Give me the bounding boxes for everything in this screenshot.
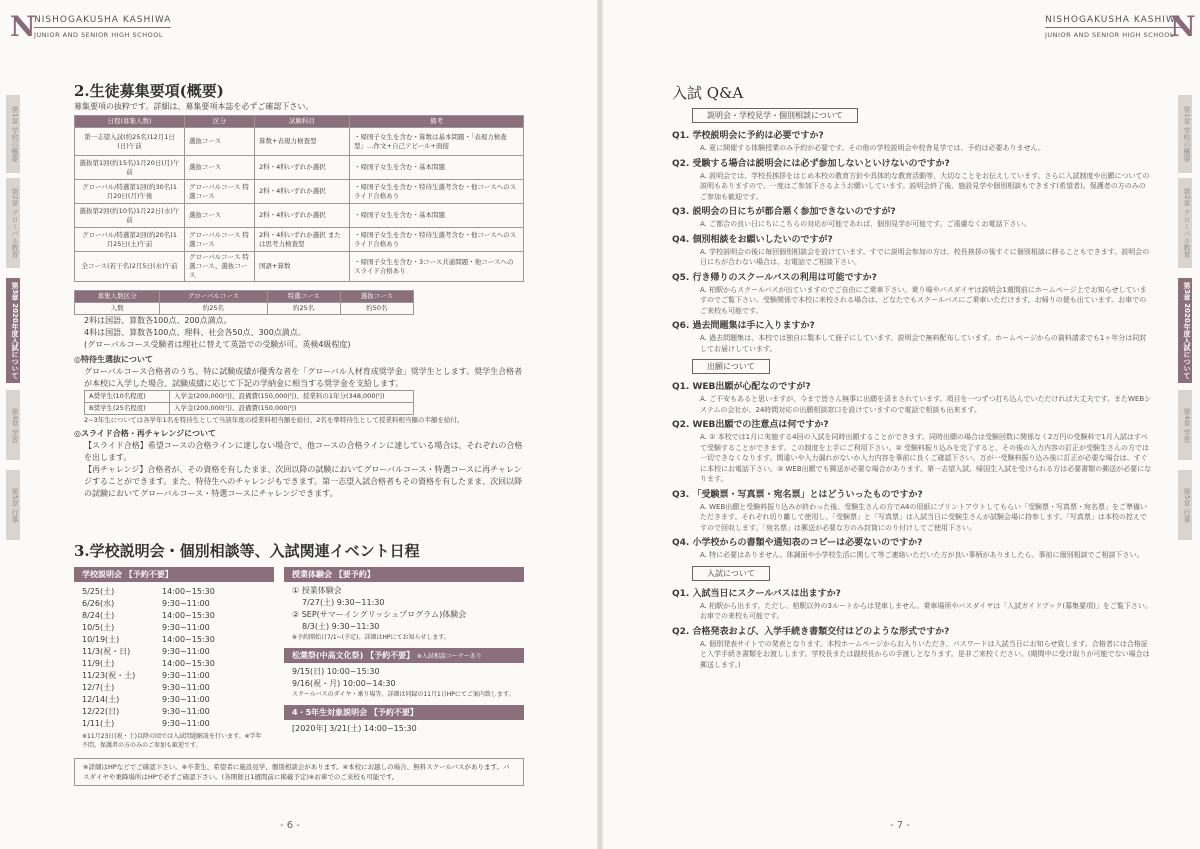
time: 14:00~15:30: [162, 587, 215, 596]
cell: ・帰国子女生を含む・特待生選考含む・他コースへのスライド合格あり: [350, 228, 524, 252]
briefing-note: ※11月23日(祝・土)以降の回では入試問題解説を行います。※学年不問。保護者の方のみのご参加も歓迎です。: [82, 733, 262, 749]
cell: 入学金(200,000円)、設備費(150,000円): [170, 403, 414, 415]
cell: ・帰国子女生を含む・特待生選考含む・他コースへのスライド合格あり: [350, 180, 524, 204]
date: 10/5(土): [82, 623, 115, 632]
note-3: (グローバルコース受験者は理社に替えて英語での受験が可。英検4級程度): [84, 340, 351, 349]
answer: A. 特に必要はありません。体調面や小学校生活に関して等ご連絡いただいた方が良い事柄がありましたら、事前に個別相談でご相談下さい。: [700, 551, 1144, 559]
cell: グローバル/特選第1回(約30名)1月20日(月)午後: [75, 180, 185, 204]
section-2: [74, 80, 524, 500]
list-item: [82, 682, 266, 694]
scholar-text: グローバルコース合格者のうち、特に試験成績が優秀な者を「グローバル人材育成奨学金」奨学生とします。奨学生合格者が本校に入学した場合、試験成績に応じて下記の学納金に相当する奨学金を支給します。: [84, 367, 523, 388]
list-item: [82, 634, 266, 646]
note-1: 2科は国語、算数各100点、200点満点。: [84, 316, 232, 325]
th-schedule: 日程(募集人数): [75, 116, 185, 128]
slide-title: ◎スライド合格・再チャレンジについて: [74, 429, 216, 438]
question: Q1. WEB出願が心配なのですが?: [672, 382, 811, 392]
time: 9:30~11:00: [162, 599, 210, 608]
cell: 第一志望入試(約25名)12月1日(日)午前: [75, 128, 185, 156]
scholar-table: [84, 390, 414, 415]
recruit-table: [74, 115, 524, 282]
list-item: 9/15(日) 10:00~15:30: [292, 667, 380, 676]
qa-category-1: 説明会・学校見学・個別相談について: [692, 108, 858, 123]
list-item: [82, 598, 266, 610]
table-row: [75, 156, 524, 180]
question: Q4. 小学校からの書類や通知表のコピーは必要ないのですか?: [672, 538, 923, 548]
side-tab-r3[interactable]: 第3章 2020年度入試について: [1178, 278, 1192, 383]
cell: 選抜コース: [185, 204, 255, 228]
recruit-header: [75, 116, 524, 128]
answer: A. ① 本校では1月に実施する4回の入試を同時出願することができます。同時出願の場合は受験回数に関係なく2万円の受験料で1月入試はすべて受験することができます。この制度を上手にご利用下さい。② 受験料振り込みを完了すると、その後の入力内容の訂正が受験生さんの方では一切できなくなります。間違いや入力漏れがないか入力内容を事前に良くご確認下さい。万が一受験料振り込み後に訂正が必要な場合は、すぐに本校にお電話下さい。③ WEB出願でも郵送が必要な場合があります。第一志望入試、帰国生入試を受けられる方は必要書類の郵送が必要になります。: [700, 433, 1152, 483]
cell: 2科・4科いずれか選択: [255, 204, 350, 228]
list-item: ① 授業体験会: [292, 586, 342, 595]
brand-title: NISHOGAKUSHA KASHIWA: [1045, 15, 1183, 25]
time: 9:30~11:00: [162, 707, 210, 716]
side-tab-2[interactable]: 第2章 グローバル教育: [6, 178, 20, 268]
question: Q2. 合格発表および、入学手続き書類交付はどのような形式ですか?: [672, 626, 950, 637]
fest-note: スクールバスのダイヤ・乗り場等、詳細は同録の11月1日HPにてご案内致します。: [292, 691, 515, 698]
retry-text: 【再チャレンジ】合格者が、その資格を有したまま、次回以降の試験においてグローバルコース・特選コースに再チャレンジすることができます。また、特待生へのチャレンジもできます。第一志望入試合格者もその資格を有したまま、次回以降の試験においてグローバルコース・特選コースにチャレンジできます。: [84, 465, 523, 498]
capacity-table: [74, 290, 414, 315]
brand-name-right: [1045, 14, 1182, 41]
scholar-title: ◎特待生選抜について: [74, 355, 153, 364]
qa-category-3: 入試について: [692, 566, 770, 581]
bottom-note: ※詳細はHPなどでご確認下さい。※卒業生、希望者に施設見学、個別相談会があります。※本校にお越しの場合、無料スクールバスがあります。バスダイヤや乗降場所はHPで必ずご確認下さい。(各開催日1週間前に掲載予定)※お車でのご来校も可能です。: [74, 758, 524, 786]
cell: 算数+表現力検査型: [255, 128, 350, 156]
date: 11/23(祝・土): [82, 671, 136, 680]
cell: グローバル/特選第2回(約20名)1月25日(土)午前: [75, 228, 185, 252]
time: 9:30~11:00: [162, 623, 210, 632]
date: 1/11(土): [82, 719, 115, 728]
cell: グローバルコース 特選コース: [185, 228, 255, 252]
cell: 2科・4科いずれか選択 または思考力検査型: [255, 228, 350, 252]
answer: A. 説明会では、学校長挨拶をはじめ本校の教育方針や具体的な教育活動等、大切なことをお伝えしています。さらに入試制度や出願についての説明もありますので、一度はご参加下さるようお願いしています。説明会終了後、施設見学や個別相談もできます(希望者)。保護者の方のみのご参加も歓迎です。: [700, 171, 1150, 201]
side-tab-r5[interactable]: 第5章 行事: [1178, 470, 1192, 540]
list-item: ② SEP(サマーイングリッシュプログラム)体験会: [292, 610, 467, 619]
list-item: 7/27(土) 9:30~11:30: [302, 598, 385, 607]
cell: 選抜コース: [185, 156, 255, 180]
table-row: [75, 128, 524, 156]
section-3: [74, 540, 529, 786]
section2-intro: 募集要項の抜粋です。詳細は、募集要項本誌を必ずご確認下さい。: [74, 102, 314, 111]
cell: ・帰国子女生を含む・基本問題: [350, 204, 524, 228]
cap-cell: 人数: [75, 303, 160, 315]
cell: グローバルコース 特選コース: [185, 180, 255, 204]
cap-th: 選抜コース: [340, 291, 413, 303]
question: Q3. 「受験票・写真票・宛名票」とはどういったものですか?: [672, 489, 923, 500]
question: Q4. 個別相談をお願いしたいのですが?: [672, 234, 833, 245]
fest-tag: ※入試相談コーナーあり: [416, 653, 482, 660]
list-item: [82, 610, 266, 622]
date: 5/25(土): [82, 587, 115, 596]
list-item: [82, 670, 266, 682]
table-row: [75, 252, 524, 282]
briefing-box: [74, 567, 274, 754]
side-tab-r2[interactable]: 第2章 グローバル教育: [1178, 178, 1192, 268]
cell: 選抜コース: [185, 128, 255, 156]
time: 14:00~15:30: [162, 659, 215, 668]
class-title: 授業体験会 【要予約】: [284, 567, 524, 582]
time: 9:30~11:00: [162, 671, 210, 680]
briefing-list: [74, 582, 274, 754]
cell: ・帰国子女生を含む・基本問題: [350, 156, 524, 180]
cell: A奨学生(10名程度): [85, 391, 170, 403]
cell: 入学金(200,000円)、設備費(150,000円)、授業料の1年分(348,000円): [170, 391, 414, 403]
capacity-header: [75, 291, 414, 303]
events-columns: [74, 567, 529, 754]
answer: A. 柏駅からスクールバスが出ていますのでご自由にご乗車下さい。乗り場やバスダイヤは説明会1週間前にホームページ上でお知らせしていますのでご覧下さい。受験関係で本校に来校される場合は、どなたでもスクールバスにご乗車いただけます。お帰りの便も出ています。お車でのご来校も可能です。: [700, 285, 1147, 315]
cell: 2科・4科いずれか選択: [255, 156, 350, 180]
th-notes: 備考: [350, 116, 524, 128]
side-tab-r4[interactable]: 第4章 学習: [1178, 390, 1192, 460]
cell: B奨学生(25名程度): [85, 403, 170, 415]
list-item: [82, 718, 266, 730]
cell: グローバルコース 特選コース、選抜コース: [185, 252, 255, 282]
scholar-row: [85, 391, 414, 403]
page-fold: [597, 0, 603, 849]
time: 14:00~15:30: [162, 611, 215, 620]
answer: A. ご不安もあると思いますが、今まで皆さん無事に出願を済まされています。項目を一つずつ打ち込んでいただければ大丈夫です。またWEBシステムの会社が、24時間対応の出願相談窓口を設けていますので電話で相談も出来ます。: [700, 395, 1152, 414]
side-tab-4[interactable]: 第4章 学習: [6, 390, 20, 460]
list-item: [82, 658, 266, 670]
side-tab-5[interactable]: 第5章 行事: [6, 470, 20, 540]
table-row: [75, 228, 524, 252]
brand-letter-right: N: [1170, 10, 1196, 43]
time: 14:00~15:30: [162, 635, 215, 644]
qa-title: 入試 Q&A: [672, 84, 744, 102]
cell: 選抜第1回(約15名)1月20日(月)午前: [75, 156, 185, 180]
side-tab-3[interactable]: 第3章 2020年度入試について: [6, 278, 20, 383]
brand-letter: N: [10, 10, 36, 43]
question: Q2. WEB出願での注意点は何ですか?: [672, 420, 829, 430]
events-right: [284, 567, 524, 754]
time: 9:30~11:00: [162, 683, 210, 692]
answer: A. ご都合の良い日にちにこちらの対応が可能であれば、個別見学が可能です。ご遠慮なくお電話下さい。: [700, 220, 1031, 228]
brand-title: NISHOGAKUSHA KASHIWA: [34, 15, 172, 25]
date: 10/19(土): [82, 635, 120, 644]
answer: A. 過去問題集は、本校では独自に製本して冊子にしています。説明会で無料配布しています。ホームページからの資料請求でも1ヶ年分は同封してお届けしています。: [700, 334, 1147, 353]
side-tab-1[interactable]: 第1章 学校の概要: [6, 95, 20, 173]
date: 12/22(日): [82, 707, 120, 716]
page-number-right: - 7 -: [890, 820, 910, 831]
answer: A. 学校説明会の後に毎回個別相談会を設けています。すでに説明会参加の方は、校長挨拶の後すぐに個別相談に移ることもできます。説明会の日にちが合わない場合は、お電話でご相談下さい。: [700, 247, 1150, 266]
class-list: [284, 582, 524, 645]
briefing-title: 学校説明会 【予約不要】: [74, 567, 274, 582]
brand-name: [34, 14, 171, 41]
section2-title: 2.生徒募集要項(概要): [74, 82, 224, 100]
cell: ・帰国子女生を含む・算数は基本問題・「表現力検査型」…作文+自己アピール+面接: [350, 128, 524, 156]
question: Q6. 過去問題集は手に入りますか?: [672, 321, 815, 331]
question: Q2. 受験する場合は説明会には必ず参加しないといけないのですか?: [672, 158, 950, 169]
cell: ・帰国子女生を含む・3コース共通問題・他コースへのスライド合格あり: [350, 252, 524, 282]
date: 8/24(土): [82, 611, 115, 620]
qa-category-2: 出願について: [692, 359, 770, 374]
date: 6/26(水): [82, 599, 115, 608]
class-note: ※予約開始日7/1~(予定)。詳細はHPにてお知らせします。: [292, 634, 450, 641]
grade-title: 4・5年生対象説明会 【予約不要】: [284, 705, 524, 720]
list-item: [82, 706, 266, 718]
list-item: [82, 646, 266, 658]
table-row: [75, 204, 524, 228]
capacity-row: [75, 303, 414, 315]
cell: 2科・4科いずれか選択: [255, 180, 350, 204]
qa-section: [672, 82, 1152, 670]
answer: A. 夏に開催する体験授業のみ予約が必要です。その他の学校説明会や校舎見学では、予約は必要ありません。: [700, 144, 1045, 152]
brand-subtitle: JUNIOR AND SENIOR HIGH SCHOOL: [1045, 27, 1182, 41]
right-page: [600, 0, 1200, 849]
answer: A. 個別発表サイトでの発表となります。本校ホームページからお入りいただき、パスワードは入試当日にお知らせ致します。合格者には合格証と入学手続き書類をお渡しします。学校長または副校長からの手渡しとなります。是非ご来校ください。(期間中に受け取りが可能でない場合は郵送します。): [700, 639, 1150, 669]
side-tab-r1[interactable]: 第1章 学校の概要: [1178, 95, 1192, 173]
section3-title: 3.学校説明会・個別相談等、入試関連イベント日程: [74, 542, 420, 560]
fest-title: 松葉祭(中高文化祭) 【予約不要】: [292, 651, 415, 660]
scholar-note: 2~3年生については各学年1名を特待生として当該年度の授業料相当額を給付、2名を準特待生として授業料相当額の半額を給付。: [84, 416, 464, 424]
cap-th: 募集人数区分: [75, 291, 160, 303]
cap-cell: 約25名: [160, 303, 267, 315]
cap-cell: 約25名: [267, 303, 340, 315]
question: Q1. 学校説明会に予約は必要ですか?: [672, 131, 824, 141]
cap-th: グローバルコース: [160, 291, 267, 303]
list-item: [82, 586, 266, 598]
th-subjects: 試験科目: [255, 116, 350, 128]
question: Q1. 入試当日にスクールバスは出ますか?: [672, 588, 841, 599]
cell: 選抜第2回(約10名)1月22日(水)午前: [75, 204, 185, 228]
cell: 全コース(若干名)2月5日(水)午前: [75, 252, 185, 282]
note-2: 4科は国語、算数各100点、理科、社会各50点、300点満点。: [84, 328, 306, 337]
answer: A. WEB出願と受験料振り込みが終わった後、受験生さんの方でA4の用紙にプリントアウトしてもらい「受験票・写真票・宛名票」をご準備いただきます。それぞれ切り離して使用し、「受験票」と「写真票」は入試当日に受験生さんが試験会場に持参します。「写真票」は本校の控えですので回収します。「宛名票」は郵送が必要な方のみ封筒にのり付けしてご使用下さい。: [700, 502, 1147, 532]
list-item: [82, 694, 266, 706]
fest-title-bar: [284, 648, 524, 663]
cap-th: 特選コース: [267, 291, 340, 303]
time: 9:30~11:00: [162, 647, 210, 656]
slide-text: 【スライド合格】希望コースの合格ラインに達しない場合で、他コースの合格ラインに達している場合は、それぞれの合格を出します。: [84, 441, 523, 462]
answer: A. 柏駅から出ます。ただし、柏駅以外の3ルートからは発車しません。乗車場所やバスダイヤは「入試ガイドブック(募集要項)」をご覧下さい。お車での来校も可能です。: [700, 601, 1152, 620]
list-item: 9/16(祝・月) 10:00~14:30: [292, 679, 396, 688]
table-row: [75, 180, 524, 204]
date: 11/9(土): [82, 659, 115, 668]
date: 12/7(土): [82, 683, 115, 692]
date: 11/3(祝・日): [82, 647, 131, 656]
brand-subtitle: JUNIOR AND SENIOR HIGH SCHOOL: [34, 27, 171, 41]
date: 12/14(土): [82, 695, 120, 704]
time: 9:30~11:00: [162, 719, 210, 728]
cell: 国語+算数: [255, 252, 350, 282]
question: Q3. 説明会の日にちが都合悪く参加できないのですが?: [672, 207, 896, 217]
scholar-row: [85, 403, 414, 415]
page-number-left: - 6 -: [280, 820, 300, 831]
list-item: 8/3(土) 9:30~11:30: [302, 622, 380, 631]
question: Q5. 行き帰りのスクールバスの利用は可能ですか?: [672, 272, 877, 283]
th-division: 区分: [185, 116, 255, 128]
cap-cell: 約50名: [340, 303, 413, 315]
time: 9:30~11:00: [162, 695, 210, 704]
fest-list: [284, 663, 524, 702]
list-item: [82, 622, 266, 634]
grade-item: [2020年] 3/21(土) 14:00~15:30: [292, 724, 417, 733]
